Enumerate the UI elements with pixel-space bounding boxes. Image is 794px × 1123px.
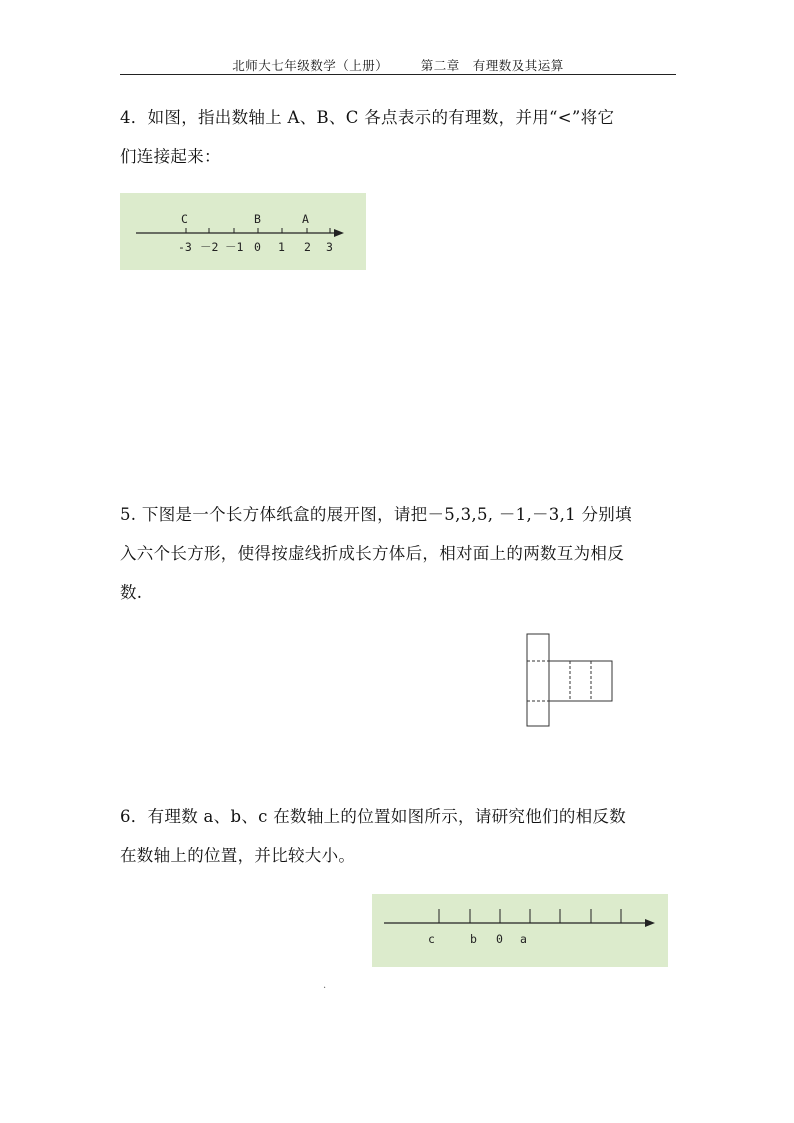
tick-label: 2 — [304, 240, 311, 254]
net-vertical-strip — [527, 634, 549, 726]
box-net-figure — [520, 630, 620, 730]
footer-mark: . — [323, 980, 327, 991]
tick-label: 0 — [254, 240, 261, 254]
question-5-line-1: 5. 下图是一个长方体纸盒的展开图，请把－5,3,5, －1,－3,1 分别填 — [120, 505, 632, 524]
header-book-title: 北师大七年级数学（上册） — [232, 58, 389, 73]
question-4-line-1: 4．如图，指出数轴上 A、B、C 各点表示的有理数，并用“<”将它 — [120, 108, 615, 127]
axis-arrow — [645, 919, 655, 927]
question-6-line-2: 在数轴上的位置，并比较大小。 — [120, 846, 356, 865]
point-label-b: b — [470, 932, 477, 946]
tick-label: －2 — [200, 240, 219, 254]
number-line-figure-q4 — [120, 193, 366, 270]
question-6-text — [120, 797, 680, 875]
question-5-line-2: 入六个长方形，使得按虚线折成长方体后，相对面上的两数互为相反 — [120, 544, 624, 563]
number-line-q4 — [120, 193, 366, 270]
tick-label: -3 — [178, 240, 192, 254]
tick-label: －1 — [225, 240, 244, 254]
question-4-line-2: 们连接起来： — [120, 147, 221, 166]
point-label-a: a — [520, 932, 527, 946]
tick-label: 1 — [278, 240, 285, 254]
point-label-a: A — [302, 212, 309, 226]
question-4-text — [120, 98, 680, 176]
point-label-zero: 0 — [496, 932, 503, 946]
page-header — [120, 56, 676, 75]
axis-arrow — [334, 229, 344, 237]
net-horizontal-strip — [549, 661, 612, 701]
point-label-b: B — [254, 212, 261, 226]
point-label-c: C — [181, 212, 188, 226]
question-5-line-3: 数. — [120, 583, 143, 602]
tick-label: 3 — [326, 240, 333, 254]
number-line-figure-q6 — [372, 894, 668, 967]
header-chapter-title: 第二章 有理数及其运算 — [420, 58, 564, 73]
question-5-text — [120, 495, 680, 612]
question-6-line-1: 6．有理数 a、b、c 在数轴上的位置如图所示，请研究他们的相反数 — [120, 807, 627, 826]
number-line-q6 — [372, 894, 668, 967]
point-label-c: c — [428, 932, 435, 946]
